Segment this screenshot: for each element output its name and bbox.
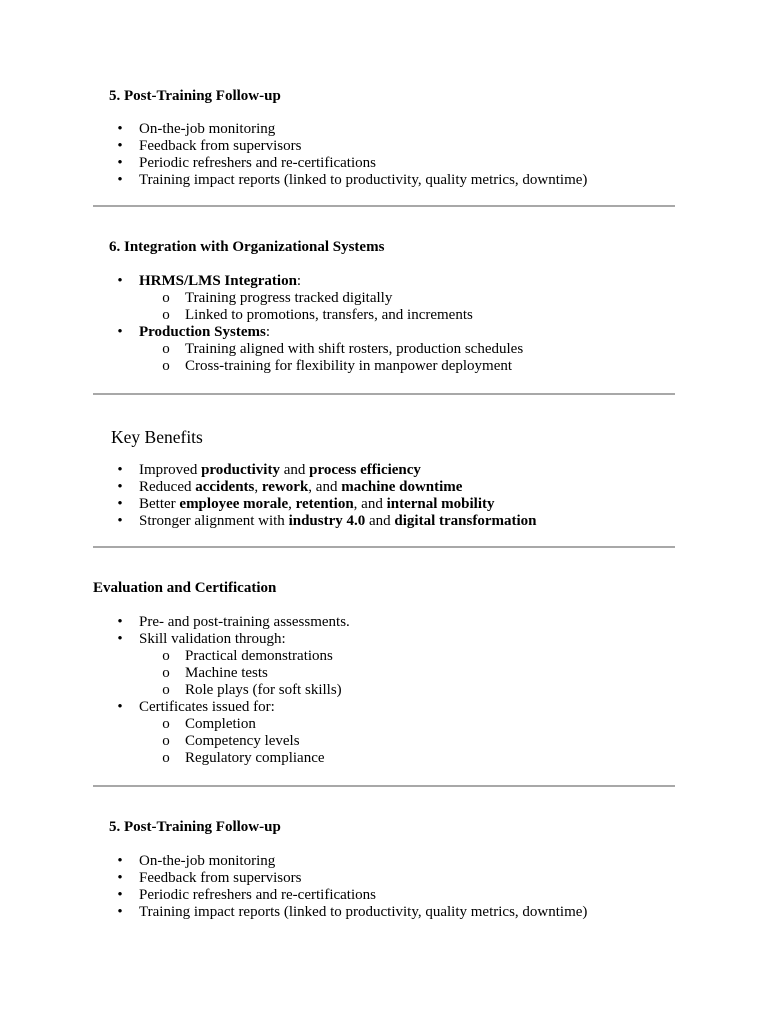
sub-list: [139, 290, 675, 324]
sub-list-item: [139, 341, 675, 358]
evaluation-list: [93, 614, 675, 767]
bold-run: employee morale: [179, 496, 289, 512]
horizontal-divider: [93, 393, 675, 395]
sub-list-item-text: Role plays (for soft skills): [185, 682, 342, 698]
bullet-icon: •: [117, 887, 123, 903]
bullet-icon: •: [117, 155, 123, 171]
sub-list: [139, 341, 675, 375]
sub-bullet-icon: o: [162, 341, 170, 357]
sub-list-item: [139, 290, 675, 307]
list-item-text: On-the-job monitoring: [139, 853, 276, 869]
horizontal-divider: [93, 785, 675, 787]
sub-list: [139, 648, 675, 699]
sub-list-item: [139, 682, 675, 699]
sub-list-item-text: Regulatory compliance: [185, 750, 325, 766]
list-item: [93, 155, 675, 172]
section-heading: 5. Post-Training Follow-up: [109, 88, 281, 104]
bold-run: productivity: [201, 462, 280, 478]
bold-run: industry 4.0: [288, 513, 366, 529]
benefits-list: [93, 462, 675, 530]
sub-bullet-icon: o: [162, 665, 170, 681]
list-item-label: HRMS/LMS Integration: [139, 273, 297, 289]
section-heading: Key Benefits: [111, 427, 203, 447]
sub-bullet-icon: o: [162, 307, 170, 323]
sub-list-item: [139, 750, 675, 767]
text-run: Improved: [139, 462, 202, 478]
post-training-list: [93, 853, 675, 921]
sub-list-item: [139, 716, 675, 733]
list-item: [93, 904, 675, 921]
list-item: [93, 121, 675, 138]
sub-list-item-text: Practical demonstrations: [185, 648, 333, 664]
sub-list-item-text: Competency levels: [185, 733, 300, 749]
text-run: , and: [353, 496, 387, 512]
list-item: [93, 513, 675, 530]
label-colon: :: [265, 324, 270, 340]
bold-run: internal mobility: [386, 496, 495, 512]
section-post-training-follow-up-repeat: [109, 819, 675, 836]
sub-list-item-text: Training progress tracked digitally: [185, 290, 393, 306]
sub-bullet-icon: o: [162, 716, 170, 732]
section-heading: Evaluation and Certification: [93, 580, 277, 596]
bold-run: accidents: [195, 479, 255, 495]
list-item-text: Skill validation through:: [139, 631, 286, 647]
list-item: [93, 172, 675, 189]
list-item: [93, 887, 675, 904]
list-item-text: Feedback from supervisors: [139, 138, 302, 154]
sub-list-item-text: Machine tests: [185, 665, 268, 681]
bold-run: digital transformation: [394, 513, 537, 529]
list-item: [93, 138, 675, 155]
section-evaluation-certification: [93, 580, 675, 597]
benefits-list-container: [93, 462, 675, 530]
sub-bullet-icon: o: [162, 358, 170, 374]
bold-run: machine downtime: [341, 479, 463, 495]
sub-bullet-icon: o: [162, 682, 170, 698]
bullet-icon: •: [117, 853, 123, 869]
section-heading: 6. Integration with Organizational Systems: [109, 239, 385, 255]
text-run: Better: [139, 496, 180, 512]
integration-list: [93, 273, 675, 375]
bold-run: rework: [261, 479, 309, 495]
bold-run: process efficiency: [309, 462, 421, 478]
list-item: [93, 462, 675, 479]
sub-list: [139, 716, 675, 767]
list-item-text: Periodic refreshers and re-certifications: [139, 155, 376, 171]
bullet-icon: •: [117, 870, 123, 886]
sub-list-item: [139, 358, 675, 375]
post-training-list-container: [93, 121, 675, 189]
bold-run: retention: [295, 496, 354, 512]
list-item-text: Training impact reports (linked to productivity, quality metrics, downtime): [139, 172, 588, 188]
label-colon: :: [296, 273, 302, 289]
post-training-list: [93, 121, 675, 189]
sub-list-item-text: Linked to promotions, transfers, and increments: [185, 307, 473, 323]
sub-list-item: [139, 665, 675, 682]
bullet-icon: •: [117, 631, 123, 647]
list-item-label: Production Systems: [139, 324, 266, 340]
bullet-icon: •: [117, 614, 123, 630]
bullet-icon: •: [117, 699, 123, 715]
evaluation-list-container: [93, 614, 675, 767]
bullet-icon: •: [117, 904, 123, 920]
text-run: ,: [254, 479, 262, 495]
list-item-text: Training impact reports (linked to productivity, quality metrics, downtime): [139, 904, 588, 920]
bullet-icon: •: [117, 324, 123, 340]
sub-list-item-text: Training aligned with shift rosters, production schedules: [185, 341, 524, 357]
list-item: [93, 496, 675, 513]
list-item: [93, 479, 675, 496]
bullet-icon: •: [117, 172, 123, 188]
text-run: ,: [288, 496, 296, 512]
section-heading: 5. Post-Training Follow-up: [109, 819, 281, 835]
list-item-text: On-the-job monitoring: [139, 121, 276, 137]
section-integration: [109, 239, 675, 256]
integration-list-container: [93, 273, 675, 375]
sub-bullet-icon: o: [162, 733, 170, 749]
bullet-icon: •: [117, 479, 123, 495]
bullet-icon: •: [117, 138, 123, 154]
list-item-text: Feedback from supervisors: [139, 870, 302, 886]
horizontal-divider: [93, 205, 675, 207]
bullet-icon: •: [117, 496, 123, 512]
list-item: [93, 870, 675, 887]
sub-list-item: [139, 648, 675, 665]
section-key-benefits: [111, 427, 675, 447]
bullet-icon: •: [117, 462, 123, 478]
list-item-text: Periodic refreshers and re-certifications: [139, 887, 376, 903]
sub-bullet-icon: o: [162, 750, 170, 766]
post-training-list-container: [93, 853, 675, 921]
bullet-icon: •: [117, 121, 123, 137]
text-run: and: [365, 513, 395, 529]
list-item: [93, 273, 675, 324]
sub-bullet-icon: o: [162, 290, 170, 306]
section-post-training-follow-up: [109, 88, 675, 105]
list-item-text: Pre- and post-training assessments.: [139, 614, 350, 630]
list-item: [93, 853, 675, 870]
sub-list-item-text: Cross-training for flexibility in manpower deployment: [185, 358, 513, 374]
sub-list-item: [139, 307, 675, 324]
horizontal-divider: [93, 546, 675, 548]
sub-list-item: [139, 733, 675, 750]
sub-bullet-icon: o: [162, 648, 170, 664]
bullet-icon: •: [117, 513, 123, 529]
text-run: Reduced: [139, 479, 196, 495]
list-item: [93, 324, 675, 375]
list-item: [93, 699, 675, 767]
text-run: , and: [308, 479, 342, 495]
list-item: [93, 631, 675, 699]
list-item: [93, 614, 675, 631]
text-run: Stronger alignment with: [139, 513, 289, 529]
sub-list-item-text: Completion: [185, 716, 256, 732]
text-run: and: [279, 462, 310, 478]
list-item-text: Certificates issued for:: [139, 699, 275, 715]
bullet-icon: •: [117, 273, 123, 289]
